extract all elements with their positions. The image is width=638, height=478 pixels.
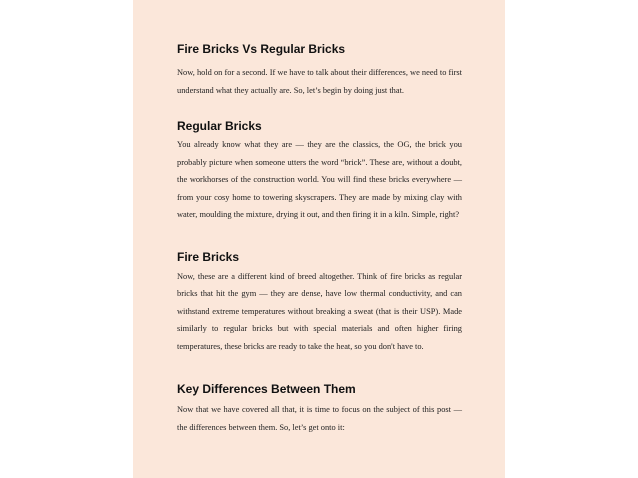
document-page [133, 0, 505, 478]
section-paragraph: You already know what they are — they are the classics, the OG, the brick you probably picture when someone utters the word “brick”. These are, without a doubt, the workhorses of the construction world. You will find these bricks everywhere — from your cosy home to towering skyscrapers. They are made by mixing clay with water, moulding the mixture, drying it out, and then firing it in a kiln. Simple, right? [177, 140, 462, 219]
section-heading: Key Differences Between Them [177, 382, 356, 396]
section-paragraph: Now that we have covered all that, it is time to focus on the subject of this post — the differences between them. So, let’s get onto it: [177, 405, 462, 432]
section-paragraph: Now, these are a different kind of breed altogether. Think of fire bricks as regular bricks that hit the gym — they are dense, have low thermal conductivity, and can withstand extreme temperatures without breaking a sweat (that is their USP). Made similarly to regular bricks but with special materials and often higher firing temperatures, these bricks are ready to take the heat, so you don't have to. [177, 271, 462, 351]
section-key-differences [177, 382, 462, 436]
section-regular-bricks [177, 119, 462, 224]
article-title: Fire Bricks Vs Regular Bricks [177, 42, 346, 56]
section-fire-bricks [177, 250, 462, 356]
intro-paragraph: Now, hold on for a second. If we have to talk about their differences, we need to first understand what they actually are. So, let’s begin by doing just that. [177, 68, 462, 95]
section-heading: Regular Bricks [177, 119, 262, 133]
section-heading: Fire Bricks [177, 249, 240, 264]
intro-section [177, 42, 462, 99]
